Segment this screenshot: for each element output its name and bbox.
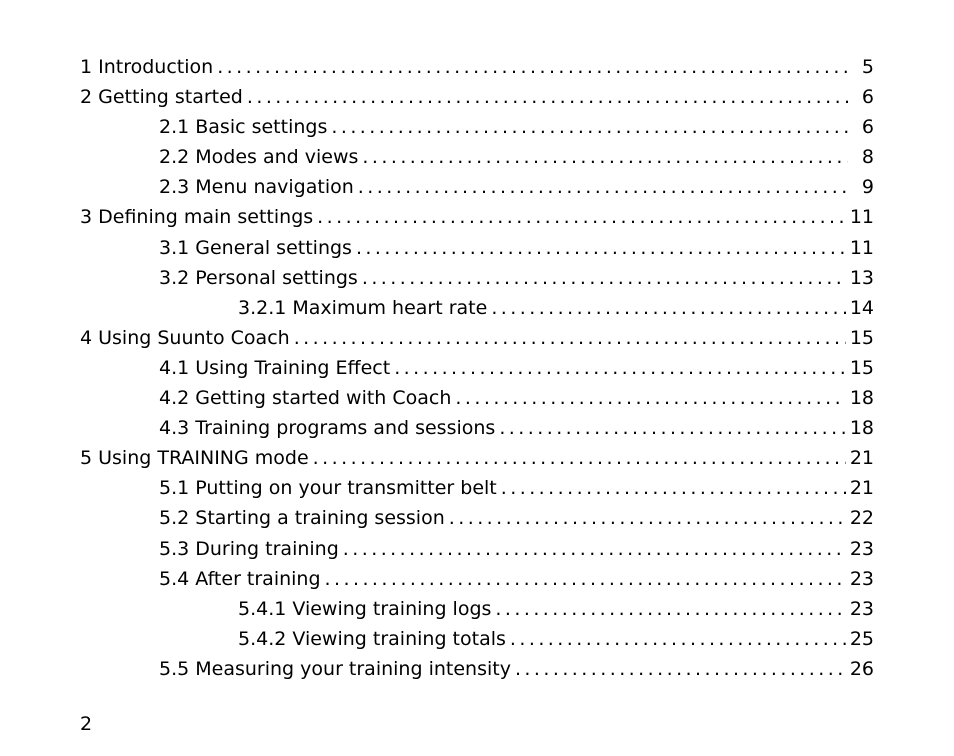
toc-entry-title: 2.2 Modes and views: [159, 146, 359, 169]
toc-entry-title: 5.4.2 Viewing training totals: [238, 627, 506, 650]
toc-entry-title: 4 Using Suunto Coach: [80, 326, 290, 349]
toc-entry-title: 3.1 General settings: [159, 236, 352, 259]
toc-entry-title: 2.3 Menu navigation: [159, 176, 354, 199]
toc-entry-title: 5.3 During training: [159, 537, 339, 560]
toc-entry[interactable]: [80, 293, 874, 323]
toc-entry-title: 1 Introduction: [80, 56, 214, 78]
toc-dot-leader: [313, 443, 846, 473]
toc-entry-title: 5.5 Measuring your training intensity: [159, 657, 511, 680]
toc-entry-page: 21: [849, 477, 874, 500]
toc-entry-page: 25: [849, 627, 874, 650]
toc-entry-page: 6: [861, 116, 874, 139]
toc-entry[interactable]: [80, 564, 874, 594]
toc-dot-leader: [495, 594, 845, 624]
toc-dot-leader: [356, 233, 846, 263]
toc-entry-title: 2.1 Basic settings: [159, 116, 328, 139]
toc-entry-page: 23: [849, 567, 874, 590]
toc-entry-page: 15: [849, 356, 874, 379]
toc-dot-leader: [501, 473, 846, 503]
toc-entry-page: 26: [849, 657, 874, 680]
toc-entry[interactable]: [80, 142, 874, 172]
toc-entry-title: 4.1 Using Training Effect: [159, 356, 391, 379]
toc-entry[interactable]: [80, 233, 874, 263]
toc-entry[interactable]: [80, 112, 874, 142]
toc-entry[interactable]: [80, 534, 874, 564]
toc-dot-leader: [394, 353, 846, 383]
toc-entry-page: 23: [849, 537, 874, 560]
toc-dot-leader: [317, 202, 846, 232]
toc-dot-leader: [247, 82, 848, 112]
toc-entry[interactable]: [80, 323, 874, 353]
toc-dot-leader: [362, 263, 846, 293]
toc-entry-title: 5.4.1 Viewing training logs: [238, 597, 492, 620]
toc-dot-leader: [499, 413, 845, 443]
toc-entry-title: 5.1 Putting on your transmitter belt: [159, 477, 497, 500]
toc-entry[interactable]: [80, 654, 874, 684]
toc-entry-page: 5: [861, 56, 874, 78]
toc-entry-title: 4.3 Training programs and sessions: [159, 417, 496, 440]
toc-dot-leader: [455, 383, 845, 413]
toc-dot-leader: [449, 503, 846, 533]
toc-entry-page: 11: [849, 236, 874, 259]
toc-entry-page: 9: [861, 176, 874, 199]
page-number: 2: [80, 713, 93, 735]
toc-entry-title: 5 Using TRAINING mode: [80, 447, 309, 470]
table-of-contents: [80, 52, 874, 684]
toc-dot-leader: [362, 142, 848, 172]
toc-entry[interactable]: [80, 172, 874, 202]
toc-entry[interactable]: [80, 473, 874, 503]
toc-entry[interactable]: [80, 443, 874, 473]
toc-entry-page: 15: [849, 326, 874, 349]
toc-entry-page: 18: [849, 417, 874, 440]
toc-entry-title: 2 Getting started: [80, 86, 243, 109]
toc-entry[interactable]: [80, 383, 874, 413]
toc-entry[interactable]: [80, 82, 874, 112]
toc-entry-title: 3 Defining main settings: [80, 206, 314, 229]
toc-dot-leader: [294, 323, 846, 353]
toc-entry-page: 21: [849, 447, 874, 470]
toc-entry[interactable]: [80, 202, 874, 232]
toc-entry[interactable]: [80, 263, 874, 293]
toc-entry-page: 14: [849, 296, 874, 319]
toc-dot-leader: [358, 172, 848, 202]
toc-entry-page: 8: [861, 146, 874, 169]
toc-dot-leader: [331, 112, 848, 142]
toc-entry[interactable]: [80, 52, 874, 82]
toc-entry[interactable]: [80, 503, 874, 533]
toc-entry-page: 13: [849, 266, 874, 289]
toc-entry[interactable]: [80, 594, 874, 624]
toc-entry-page: 23: [849, 597, 874, 620]
toc-entry-page: 22: [849, 507, 874, 530]
toc-entry-page: 18: [849, 387, 874, 410]
toc-entry-page: 11: [849, 206, 874, 229]
toc-dot-leader: [491, 293, 846, 323]
toc-dot-leader: [343, 534, 846, 564]
toc-entry-title: 4.2 Getting started with Coach: [159, 387, 452, 410]
toc-dot-leader: [217, 52, 848, 82]
toc-entry[interactable]: [80, 413, 874, 443]
toc-entry-page: 6: [861, 86, 874, 109]
toc-dot-leader: [515, 654, 846, 684]
toc-entry[interactable]: [80, 353, 874, 383]
toc-dot-leader: [510, 624, 846, 654]
toc-entry[interactable]: [80, 624, 874, 654]
toc-entry-title: 3.2 Personal settings: [159, 266, 358, 289]
toc-entry-title: 5.2 Starting a training session: [159, 507, 445, 530]
toc-dot-leader: [325, 564, 846, 594]
toc-entry-title: 5.4 After training: [159, 567, 321, 590]
toc-entry-title: 3.2.1 Maximum heart rate: [238, 296, 488, 319]
